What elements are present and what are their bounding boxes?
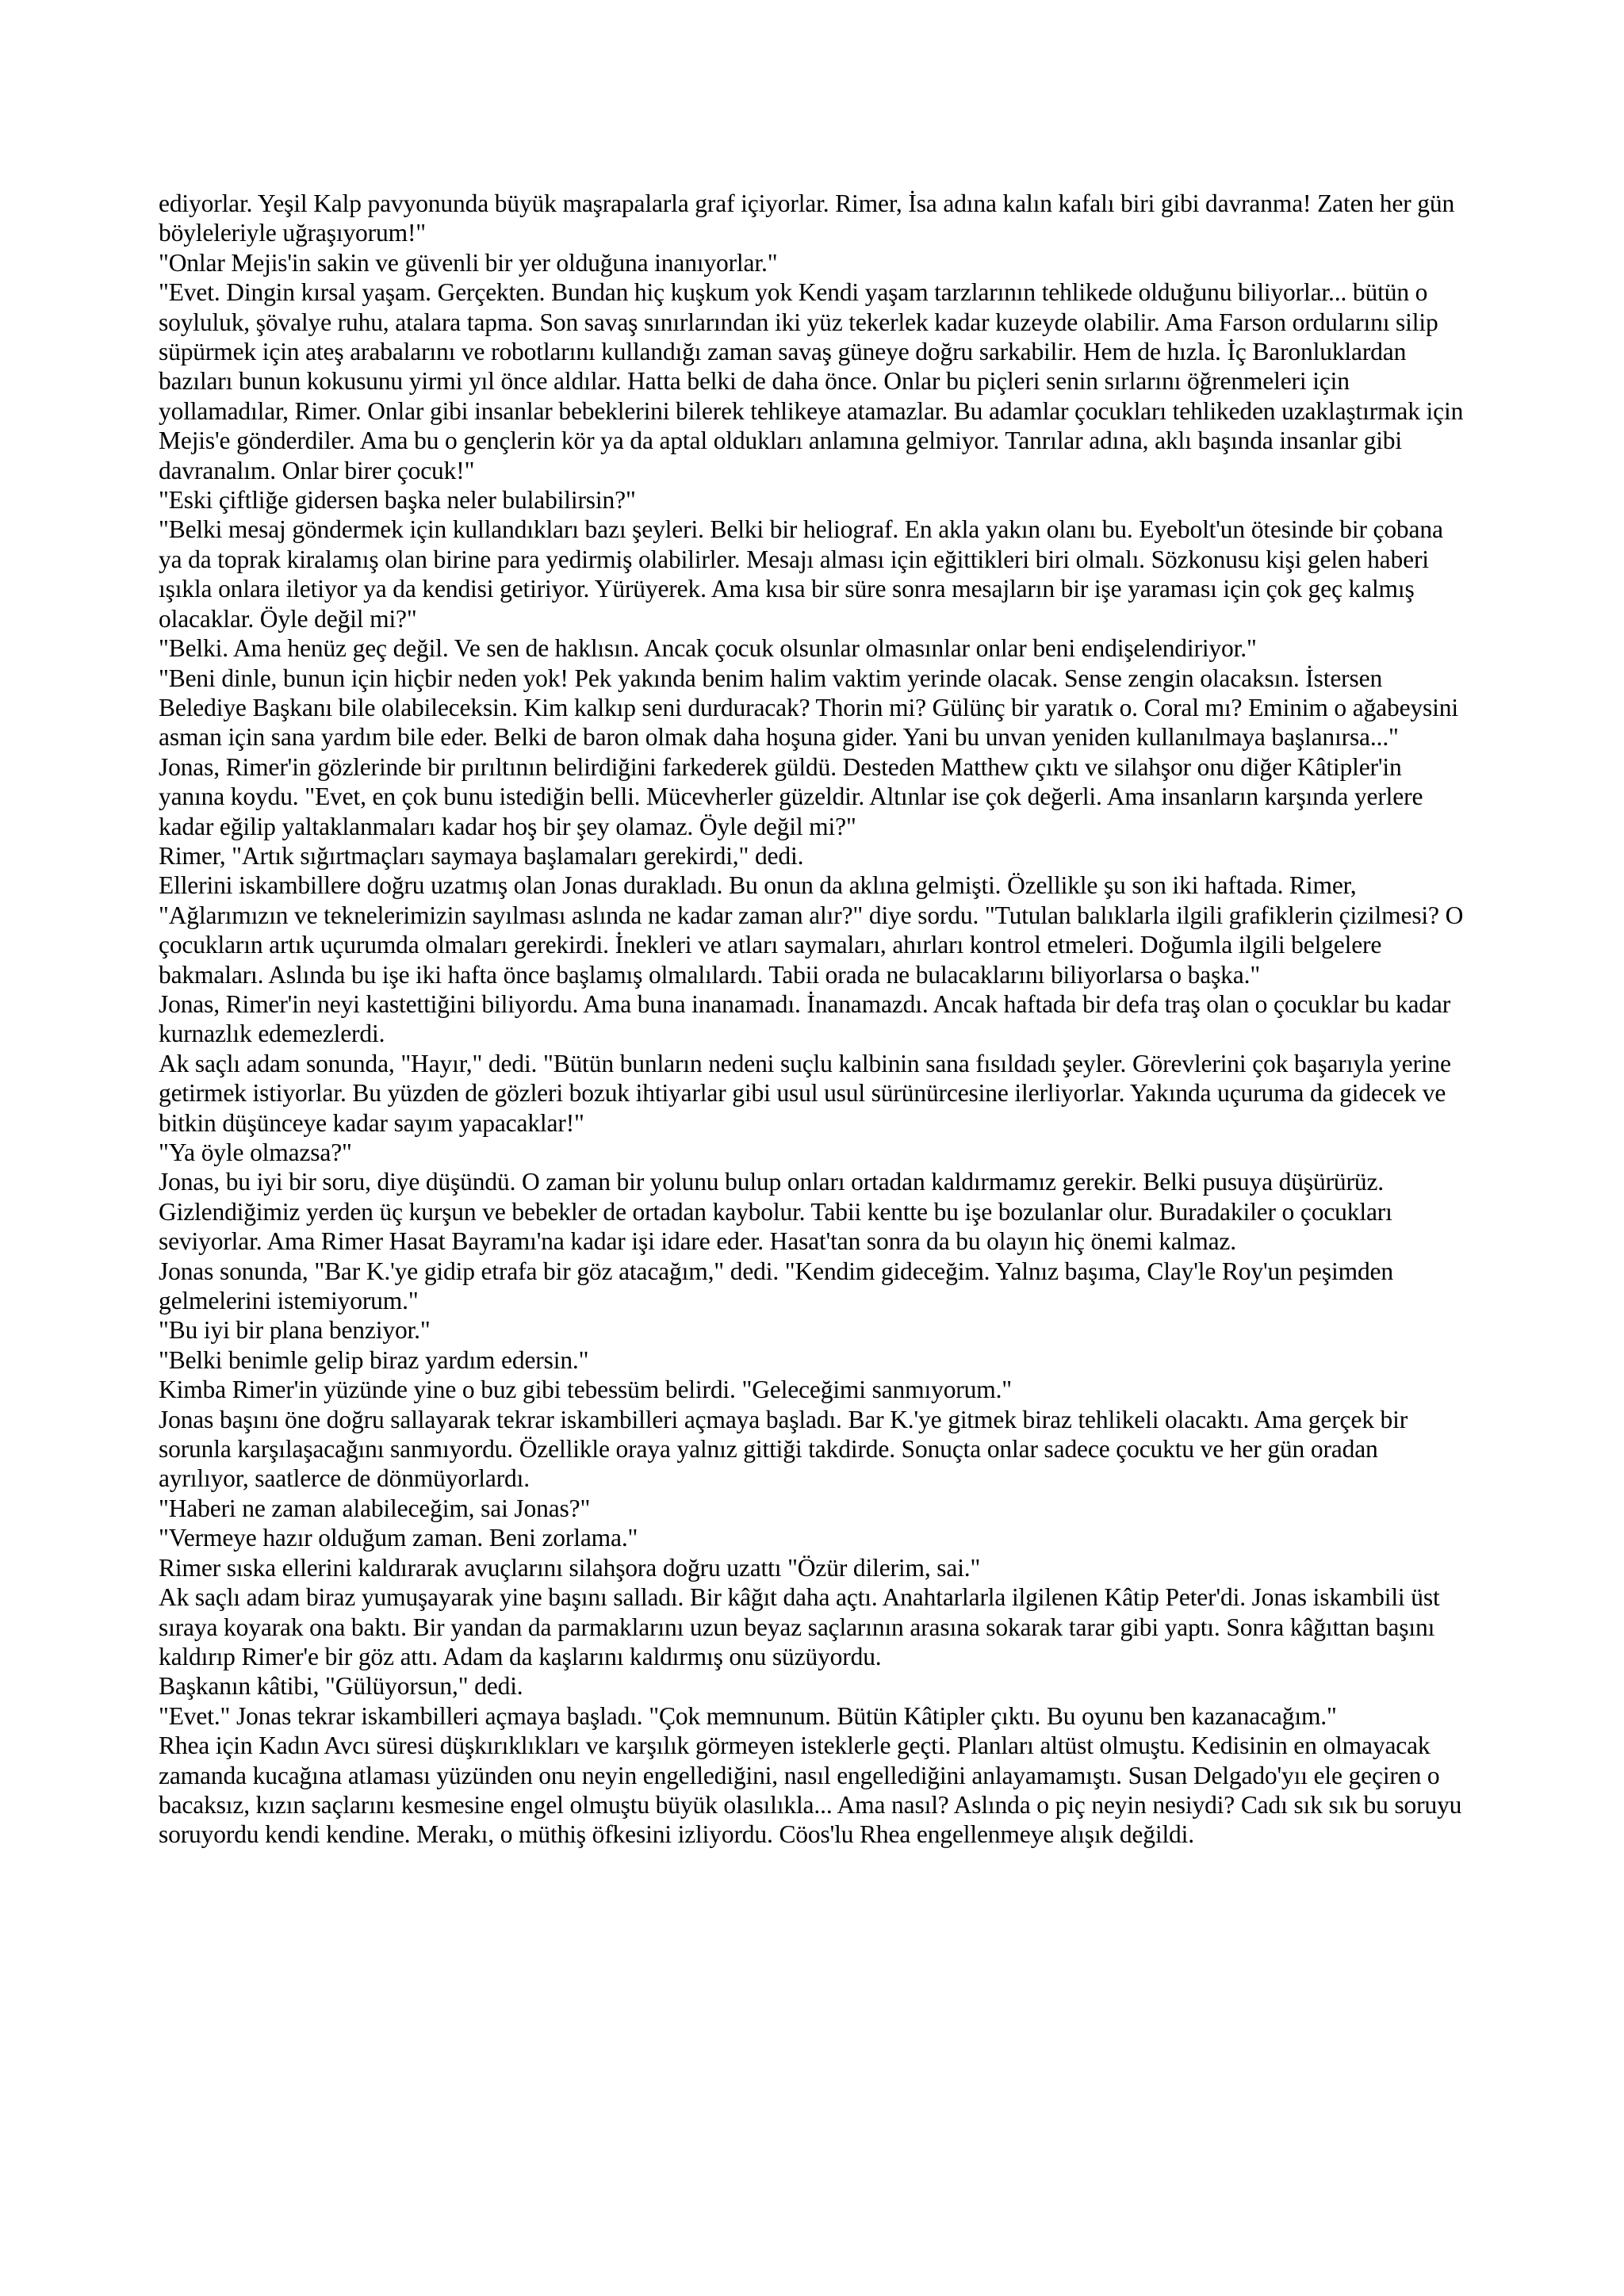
paragraph: Başkanın kâtibi, "Gülüyorsun," dedi. [159, 1672, 523, 1701]
paragraph: Jonas, Rimer'in neyi kastettiğini biliyordu. Ama buna inanamadı. İnanamazdı. Ancak haftada bir defa traş olan o çocuklar bu kadar kurnazlık edemezlerdi. [159, 989, 1451, 1048]
paragraph: "Onlar Mejis'in sakin ve güvenli bir yer olduğuna inanıyorlar." [159, 248, 778, 277]
paragraph: "Belki benimle gelip biraz yardım edersin." [159, 1345, 589, 1374]
paragraph: "Evet. Dingin kırsal yaşam. Gerçekten. Bundan hiç kuşkum yok Kendi yaşam tarzlarının tehlikede olduğunu biliyorlar... bütün o soyluluk, şövalye ruhu, atalara tapma. Son savaş sınırlarından iki yüz tekerlek kadar kuzeyde olabilir. Ama Farson ordularını silip süpürmek için ateş arabalarını ve robotlarını kullandığı zaman savaş güneye doğru sarkabilir. Hem de hızla. İç Baronluklardan bazıları bunun kokusunu yirmi yıl önce aldılar. Hatta belki de daha önce. Onlar bu piçleri senin sırlarını öğrenmeleri için yollamadılar, Rimer. Onlar gibi insanlar bebeklerini bilerek tehlikeye atamazlar. Bu adamlar çocukları tehlikeden uzaklaştırmak için Mejis'e gönderdiler. Ama bu o gençlerin kör ya da aptal oldukları anlamına gelmiyor. Tanrılar adına, aklı başında insanlar gibi davranalım. Onlar birer çocuk!" [159, 278, 1464, 484]
paragraph: Jonas başını öne doğru sallayarak tekrar iskambilleri açmaya başladı. Bar K.'ye gitmek biraz tehlikeli olacaktı. Ama gerçek bir sorunla karşılaşacağını sanmıyordu. Özellikle oraya yalnız gittiği takdirde. Sonuçta onlar sadece çocuktu ve her gün oradan ayrılıyor, saatlerce de dönmüyorlardı. [159, 1405, 1408, 1493]
paragraph: Ak saçlı adam biraz yumuşayarak yine başını salladı. Bir kâğıt daha açtı. Anahtarlarla ilgilenen Kâtip Peter'di. Jonas iskambili üst sıraya koyarak ona baktı. Bir yandan da parmaklarını uzun beyaz saçlarının arasına sokarak tarar gibi yaptı. Sonra kâğıttan başını kaldırıp Rimer'e bir göz attı. Adam da kaşlarını kaldırmış onu süzüyordu. [159, 1583, 1440, 1670]
paragraph: Jonas, bu iyi bir soru, diye düşündü. O zaman bir yolunu bulup onları ortadan kaldırmamız gerekir. Belki pusuya düşürürüz. Gizlendiğimiz yerden üç kurşun ve bebekler de ortadan kaybolur. Tabii kentte bu işe bozulanlar olur. Buradakiler o çocukları seviyorlar. Ama Rimer Hasat Bayramı'na kadar işi idare eder. Hasat'tan sonra da bu olayın hiç önemi kalmaz. [159, 1168, 1392, 1256]
paragraph: ediyorlar. Yeşil Kalp pavyonunda büyük maşrapalarla graf içiyorlar. Rimer, İsa adına kalın kafalı biri gibi davranma! Zaten her gün böyleleriyle uğraşıyorum!" [159, 189, 1455, 247]
paragraph: Rimer sıska ellerini kaldırarak avuçlarını silahşora doğru uzattı "Özür dilerim, sai." [159, 1553, 981, 1582]
paragraph: "Eski çiftliğe gidersen başka neler bulabilirsin?" [159, 486, 636, 515]
paragraph: Jonas sonunda, "Bar K.'ye gidip etrafa bir göz atacağım," dedi. "Kendim gideceğim. Yalnız başıma, Clay'le Roy'un peşimden gelmelerini istemiyorum." [159, 1257, 1393, 1315]
page-body [159, 189, 1465, 1850]
paragraph: "Belki mesaj göndermek için kullandıkları bazı şeyleri. Belki bir heliograf. En akla yakın olanı bu. Eyebolt'un ötesinde bir çobana ya da toprak kiralamış olan birine para yedirmiş olabilirler. Mesajı alması için eğittikleri biri olmalı. Sözkonusu kişi gelen haberi ışıkla onlara iletiyor ya da kendisi getiriyor. Yürüyerek. Ama kısa bir süre sonra mesajların bir işe yaraması için çok geç kalmış olacaklar. Öyle değil mi?" [159, 515, 1443, 633]
paragraph: Ak saçlı adam sonunda, "Hayır," dedi. "Bütün bunların nedeni suçlu kalbinin sana fısıldadı şeyler. Görevlerini çok başarıyla yerine getirmek istiyorlar. Bu yüzden de gözleri bozuk ihtiyarlar gibi usul usul sürünürcesine ilerliyorlar. Yakında uçuruma da gidecek ve bitkin düşünceye kadar sayım yapacaklar!" [159, 1049, 1451, 1137]
paragraph: "Ya öyle olmazsa?" [159, 1138, 352, 1166]
paragraph: "Vermeye hazır olduğum zaman. Beni zorlama." [159, 1524, 638, 1552]
paragraph: Rhea için Kadın Avcı süresi düşkırıklıkları ve karşılık görmeyen isteklerle geçti. Planları altüst olmuştu. Kedisinin en olmayacak zamanda kucağına atlaması yüzünden onu neyin engellediğini, nasıl engellediğini anlayamamıştı. Susan Delgado'yıı ele geçiren o bacaksız, kızın saçlarını kesmesine engel olmuştu büyük olasılıkla... Ama nasıl? Aslında o piç neyin nesiydi? Cadı sık sık bu soruyu soruyordu kendi kendine. Merakı, o müthiş öfkesini izliyordu. Cöos'lu Rhea engellenmeye alışık değildi. [159, 1732, 1462, 1849]
paragraph: "Beni dinle, bunun için hiçbir neden yok! Pek yakında benim halim vaktim yerinde olacak. Sense zengin olacaksın. İstersen Belediye Başkanı bile olabileceksin. Kim kalkıp seni durduracak? Thorin mi? Gülünç bir yaratık o. Coral mı? Eminim o ağabeysini asman için sana yardım bile eder. Belki de baron olmak daha hoşuna gider. Yani bu unvan yeniden kullanılmaya başlanırsa..." Jonas, Rimer'in gözlerinde bir pırıltının belirdiğini farkederek güldü. Desteden Matthew çıktı ve silahşor onu diğer Kâtipler'in yanına koydu. "Evet, en çok bunu istediğin belli. Mücevherler güzeldir. Altınlar ise çok değerli. Ama insanların karşında yerlere kadar eğilip yaltaklanmaları kadar hoş bir şey olamaz. Öyle değil mi?" [159, 664, 1458, 840]
paragraph: "Bu iyi bir plana benziyor." [159, 1316, 431, 1345]
paragraph: Ellerini iskambillere doğru uzatmış olan Jonas durakladı. Bu onun da aklına gelmişti. Özellikle şu son iki haftada. Rimer, "Ağlarımızın ve teknelerimizin sayılması aslında ne kadar zaman alır?" diye sordu. "Tutulan balıklarla ilgili grafiklerin çizilmesi? O çocukların artık uçurumda olmaları gerekirdi. İnekleri ve atları saymaları, ahırları kontrol etmeleri. Doğumla ilgili belgelere bakmaları. Aslında bu işe iki hafta önce başlamış olmalılardı. Tabii orada ne bulacaklarını biliyorlarsa o başka." [159, 871, 1464, 989]
paragraph: Rimer, "Artık sığırtmaçları saymaya başlamaları gerekirdi," dedi. [159, 841, 804, 870]
paragraph: "Belki. Ama henüz geç değil. Ve sen de haklısın. Ancak çocuk olsunlar olmasınlar onlar beni endişelendiriyor." [159, 634, 1257, 663]
paragraph: "Evet." Jonas tekrar iskambilleri açmaya başladı. "Çok memnunum. Bütün Kâtipler çıktı. Bu oyunu ben kazanacağım." [159, 1701, 1337, 1730]
paragraph: Kimba Rimer'in yüzünde yine o buz gibi tebessüm belirdi. "Geleceğimi sanmıyorum." [159, 1376, 1013, 1404]
paragraph: "Haberi ne zaman alabileceğim, sai Jonas?" [159, 1494, 591, 1522]
